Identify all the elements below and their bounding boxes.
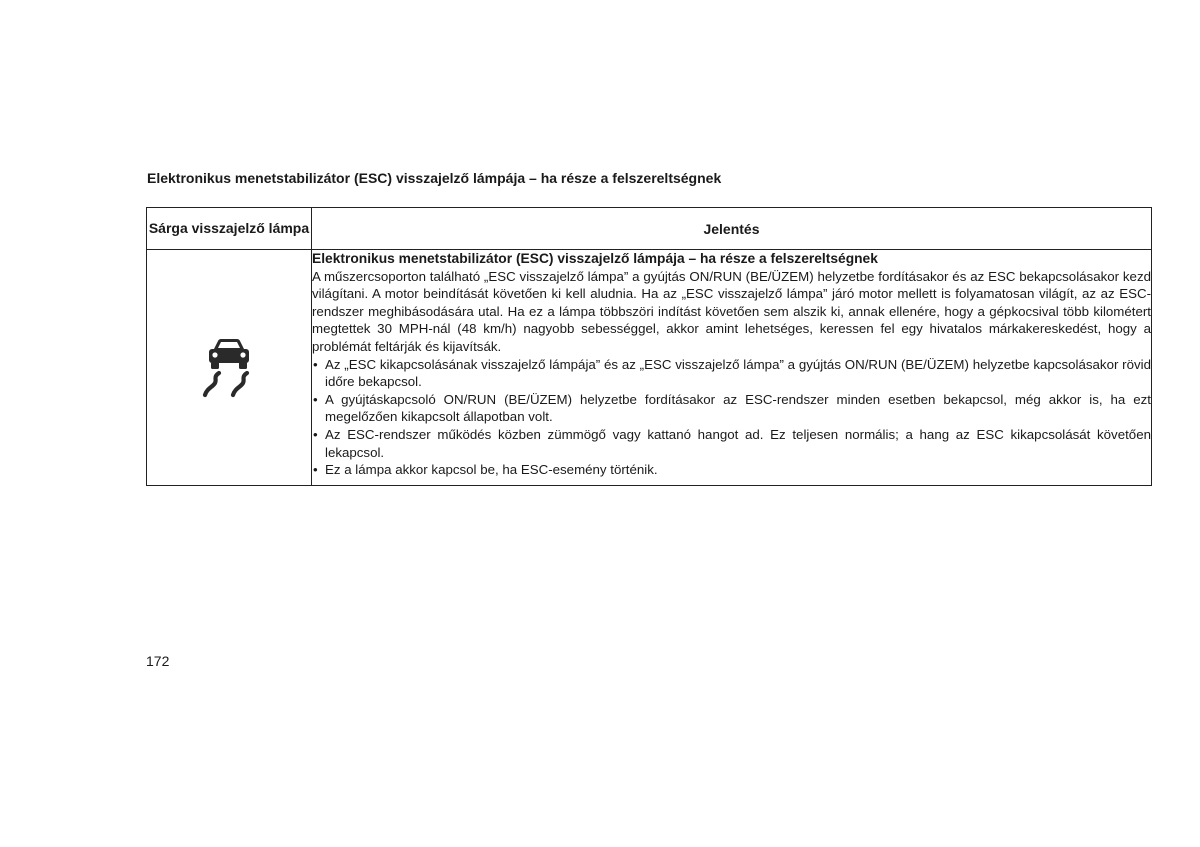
meaning-paragraph: A műszercsoporton található „ESC visszajelző lámpa” a gyújtás ON/RUN (BE/ÜZEM) helyzetbe fordításakor és az ESC bekapcsolásakor kezd világítani. A motor beindítását követően ki kell aludnia. Ha az „ESC visszajelző lámpa” járó motor mellett is folyamatosan világít, az az ESC-rendszer meghibásodására utal. Ha ez a lámpa többszöri indítást követően sem alszik ki, annak ellenére, hogy a gépkocsival több kilométert megtettek 30 MPH-nál (48 km/h) nagyobb sebességgel, akkor amint lehetséges, keressen fel egy hivatalos márkakereskedést, hogy a problémát feltárják és kijavítsák.	[312, 268, 1151, 354]
table-header-row	[147, 208, 1152, 250]
header-meaning: Jelentés	[312, 208, 1152, 250]
warning-lamp-table	[146, 207, 1152, 486]
list-item: • Ez a lámpa akkor kapcsol be, ha ESC-esemény történik.	[312, 461, 1151, 479]
lamp-icon-cell	[147, 250, 312, 486]
list-item: • Az ESC-rendszer működés közben zümmögő vagy kattanó hangot ad. Ez teljesen normális; a hang az ESC kikapcsolását követően lekapcsol.	[312, 426, 1151, 461]
page-number: 172	[146, 653, 170, 669]
list-item: • A gyújtáskapcsoló ON/RUN (BE/ÜZEM) helyzetbe fordításakor az ESC-rendszer minden esetben bekapcsol, még akkor is, ha ezt megelőzően kikapcsolt állapotban volt.	[312, 391, 1151, 426]
section-title: Elektronikus menetstabilizátor (ESC) visszajelző lámpája – ha része a felszereltségnek	[147, 170, 722, 186]
list-item: • Az „ESC kikapcsolásának visszajelző lámpája” és az „ESC visszajelző lámpa” a gyújtás ON/RUN (BE/ÜZEM) helyzetbe kapcsolásakor rövid időre bekapcsol.	[312, 356, 1151, 391]
meaning-cell	[312, 250, 1152, 486]
meaning-bullet-list	[312, 356, 1151, 479]
header-lamp: Sárga visszajelző lámpa	[147, 208, 312, 250]
esc-skidding-car-icon	[199, 337, 259, 399]
meaning-heading: Elektronikus menetstabilizátor (ESC) visszajelző lámpája – ha része a felszereltségnek	[312, 251, 878, 266]
table-row	[147, 250, 1152, 486]
